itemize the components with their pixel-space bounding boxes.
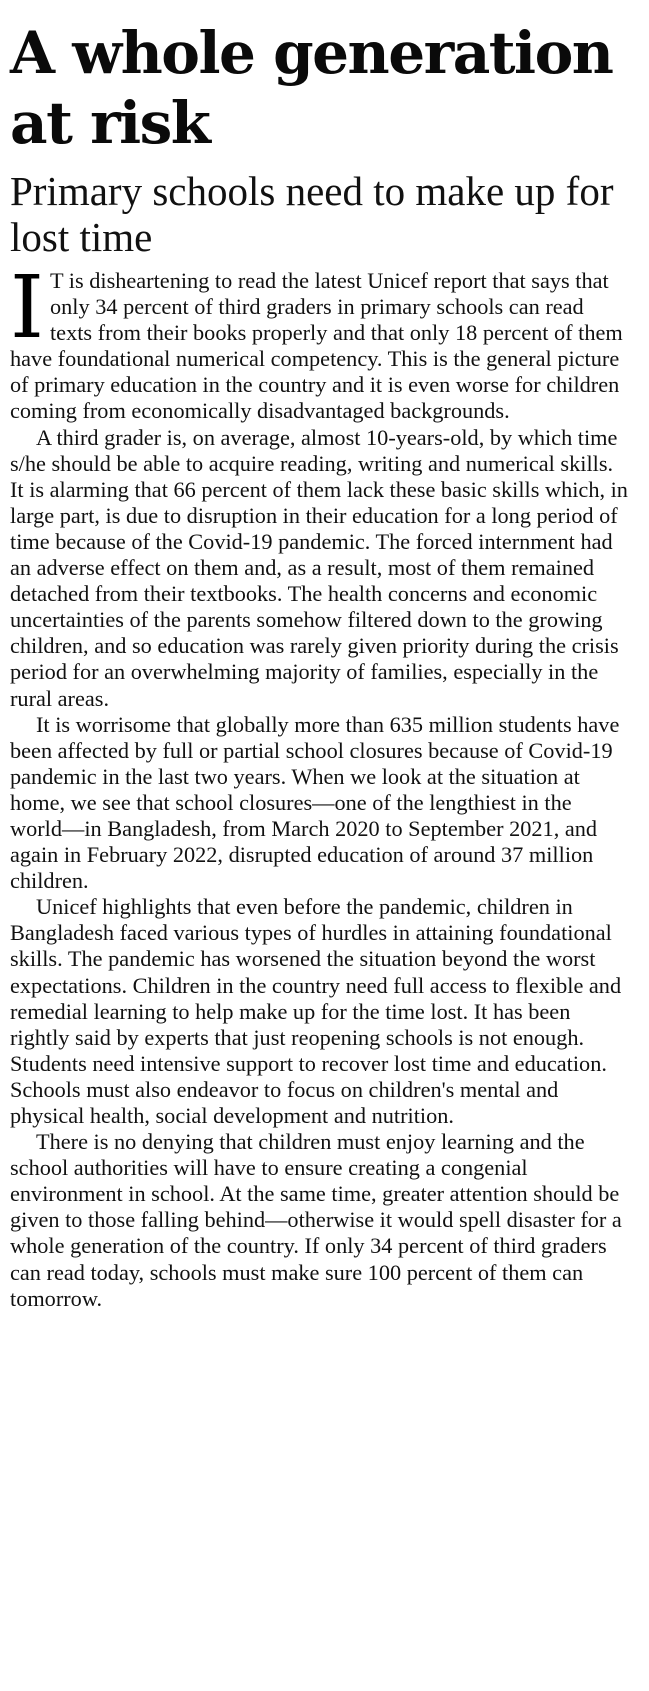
article-body: [10, 258, 629, 1312]
paragraph-5: There is no denying that children must enjoy learning and the school authorities will have to ensure creating a congenial environment in school. At the same time, greater attention should be given to those falling behind—otherwise it would spell disaster for a whole generation of the country. If only 34 percent of third graders can read today, schools must make sure 100 percent of them can tomorrow.: [10, 1129, 622, 1311]
paragraph-3: It is worrisome that globally more than 635 million students have been affected by full or partial school closures because of Covid-19 pandemic in the last two years. When we look at the situation at home, we see that school closures—one of the lengthiest in the world—in Bangladesh, from March 2020 to September 2021, and again in February 2022, disrupted education of around 37 million children.: [10, 711, 620, 894]
headline: A whole generation at risk: [10, 19, 613, 157]
paragraph-1-text: T is disheartening to read the latest Unicef report that says that only 34 percent of third graders in primary schools can read texts from their books properly and that only 18 percent of them have foundational numerical competency. This is the general picture of primary education in the country and it is even worse for children coming from economically disadvantaged backgrounds.: [10, 268, 623, 424]
drop-cap: I: [10, 258, 44, 358]
subheadline: Primary schools need to make up for lost time: [10, 168, 614, 260]
paragraph-2: A third grader is, on average, almost 10-years-old, by which time s/he should be able to acquire reading, writing and numerical skills. It is alarming that 66 percent of them lack these basic skills which, in large part, is due to disruption in their education for a long period of time because of the Covid-19 pandemic. The forced internment had an adverse effect on them and, as a result, most of them remained detached from their textbooks. The health concerns and economic uncertainties of the parents somehow filtered down to the growing children, and so education was rarely given priority during the crisis period for an overwhelming majority of families, especially in the rural areas.: [10, 424, 628, 711]
paragraph-4: Unicef highlights that even before the pandemic, children in Bangladesh faced various types of hurdles in attaining foundational skills. The pandemic has worsened the situation beyond the worst expectations. Children in the country need full access to flexible and remedial learning to help make up for the time lost. It has been rightly said by experts that just reopening schools is not enough. Students need intensive support to recover lost time and education. Schools must also endeavor to focus on children's mental and physical health, social development and nutrition.: [10, 894, 622, 1128]
paragraph-1: [10, 258, 629, 425]
